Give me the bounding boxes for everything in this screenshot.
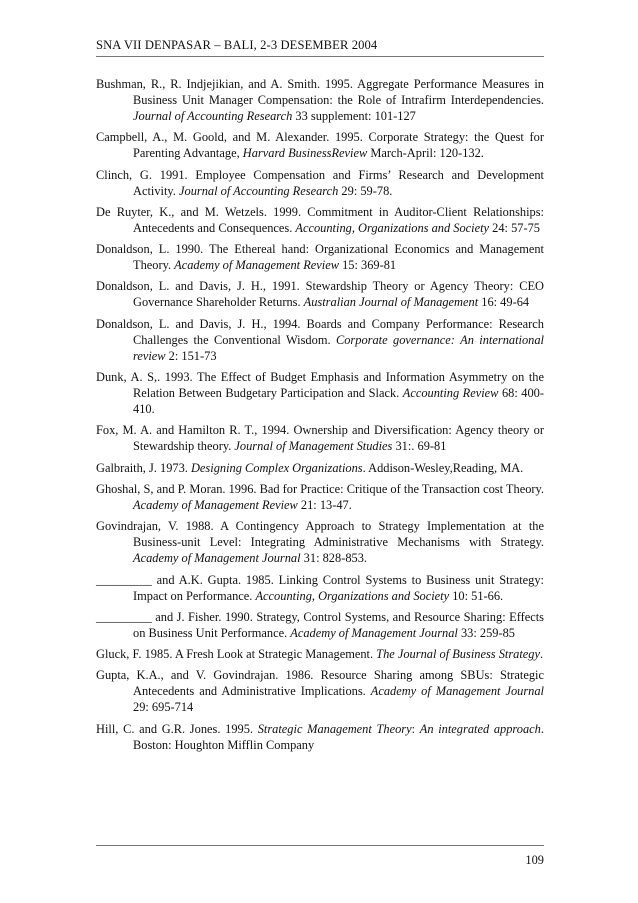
footer-rule [96,845,544,846]
reference-entry: Gluck, F. 1985. A Fresh Look at Strategic Management. The Journal of Business Strategy. [96,647,544,662]
reference-entry: Galbraith, J. 1973. Designing Complex Organizations. Addison-Wesley,Reading, MA. [96,460,524,475]
reference-entry: _________ and J. Fisher. 1990. Strategy, Control Systems, and Resource Sharing: Effects on Business Unit Performance. Academy of Management Journal 33: 259-85 [96,609,544,640]
reference-entry: Govindrajan, V. 1988. A Contingency Approach to Strategy Implementation at the Business-unit Level: Integrating Administrative Mechanisms with Strategy. Academy of Management Journal 31: 828-853. [96,519,544,566]
journal-title: Australian Journal of Management [303,295,479,310]
reference-entry: Campbell, A., M. Goold, and M. Alexander. 1995. Corporate Strategy: the Quest for Parenting Advantage, Harvard BusinessReview March-April: 120-132. [96,130,544,161]
journal-title: The Journal of Business Strategy [376,647,540,662]
reference-entry: Ghoshal, S, and P. Moran. 1996. Bad for Practice: Critique of the Transaction cost Theory. Academy of Management Review 21: 13-47. [96,481,544,512]
journal-title: Academy of Management Review [133,497,298,512]
header-title: SNA VII DENPASAR – BALI, 2-3 DESEMBER 2004 [96,38,378,52]
reference-list [96,76,544,758]
reference-entry: Fox, M. A. and Hamilton R. T., 1994. Ownership and Diversification: Agency theory or Stewardship theory. Journal of Management Studies 31:. 69-81 [96,423,544,454]
reference-entry: Donaldson, L. and Davis, J. H., 1991. Stewardship Theory or Agency Theory: CEO Governance Shareholder Returns. Australian Journal of Management 16: 49-64 [96,279,544,310]
reference-entry: De Ruyter, K., and M. Wetzels. 1999. Commitment in Auditor-Client Relationships: Antecedents and Consequences. Accounting, Organizations and Society 24: 57-75 [96,204,544,235]
journal-title: Accounting, Organizations and Society [295,220,490,235]
reference-entry: Hill, C. and G.R. Jones. 1995. Strategic Management Theory: An integrated approach. Boston: Houghton Mifflin Company [96,721,544,752]
journal-title: Journal of Accounting Research [179,183,339,198]
journal-title: Academy of Management Journal [290,625,458,640]
reference-entry: Bushman, R., R. Indjejikian, and A. Smith. 1995. Aggregate Performance Measures in Business Unit Manager Compensation: the Role of Intrafirm Interdependencies. Journal of Accounting Research 33 supplement: 101-127 [96,77,544,123]
reference-entry: Clinch, G. 1991. Employee Compensation and Firms’ Research and Development Activity. Journal of Accounting Research 29: 59-78. [96,167,544,198]
journal-title: Academy of Management Journal [370,684,544,699]
reference-entry: Donaldson, L. and Davis, J. H., 1994. Boards and Company Performance: Research Challenges the Conventional Wisdom. Corporate governance: An international review 2: 151-73 [96,316,544,363]
journal-title: Accounting, Organizations and Society [255,588,450,603]
journal-title: Academy of Management Review [174,258,339,273]
journal-title: Journal of Accounting Research [133,109,293,123]
book-title: Strategic Management Theory [257,721,412,736]
journal-title: Academy of Management Journal [133,551,301,566]
journal-title: Accounting Review [402,386,499,401]
reference-entry: _________ and A.K. Gupta. 1985. Linking Control Systems to Business unit Strategy: Impact on Performance. Accounting, Organizations and Society 10: 51-66. [96,572,544,603]
journal-title: Corporate governance: An international review [133,332,544,363]
page-number: 109 [525,853,544,867]
reference-entry: Donaldson, L. 1990. The Ethereal hand: Organizational Economics and Management Theory. Academy of Management Review 15: 369-81 [96,242,544,273]
book-title: Designing Complex Organizations [190,460,363,475]
reference-entry: Gupta, K.A., and V. Govindrajan. 1986. Resource Sharing among SBUs: Strategic Antecedents and Administrative Implications. Academy of Management Journal 29: 695-714 [96,668,544,715]
running-header [96,38,544,57]
journal-title: Harvard BusinessReview [242,146,368,161]
book-subtitle: An integrated approach [419,721,541,736]
reference-entry: Dunk, A. S,. 1993. The Effect of Budget Emphasis and Information Asymmetry on the Relation Between Budgetary Participation and Slack. Accounting Review 68: 400-410. [96,370,544,417]
journal-title: Journal of Management Studies [234,439,393,454]
